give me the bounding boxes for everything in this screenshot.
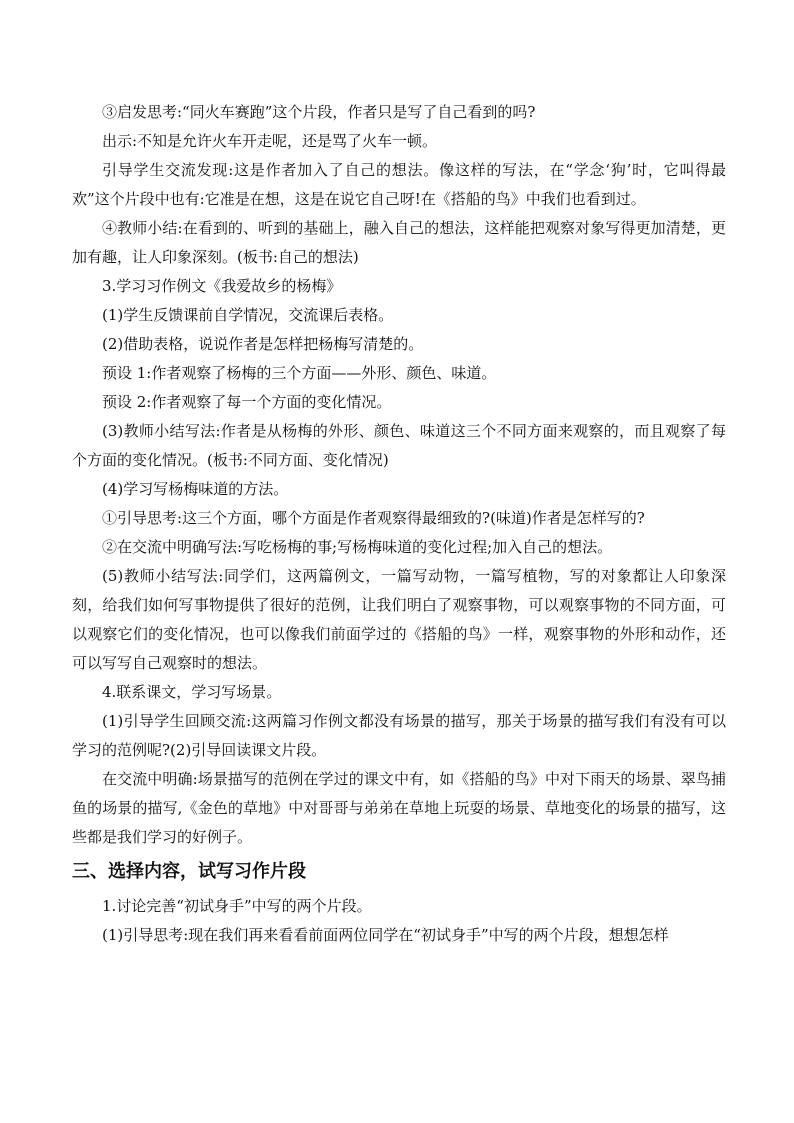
paragraph-feedback: (1)学生反馈课前自学情况，交流课后表格。 bbox=[102, 306, 394, 324]
paragraph-discuss-improve: 1.讨论完善“初试身手”中写的两个片段。 bbox=[102, 897, 372, 915]
paragraph-use-table: (2)借助表格，说说作者是怎样把杨梅写清楚的。 bbox=[102, 335, 424, 353]
paragraph-review-exchange: (1)引导学生回顾交流:这两篇习作例文都没有场景的描写，那关于场景的描写我们有没有可以学习的范例呢?(2)引导回读课文片段。 bbox=[72, 712, 726, 759]
paragraph-guide-question: ①引导思考:这三个方面，哪个方面是作者观察得最细致的?(味道)作者是怎样写的? bbox=[102, 509, 645, 527]
paragraph-preset-2: 预设 2:作者观察了每一个方面的变化情况。 bbox=[102, 393, 392, 411]
paragraph-guide-think: (1)引导思考:现在我们再来看看前面两位同学在“初试身手”中写的两个片段，想想怎样 bbox=[102, 926, 669, 944]
paragraph-show-example: 出示:不知是允许火车开走呢，还是骂了火车一顿。 bbox=[102, 132, 438, 150]
section-heading: 三、选择内容，试写习作片段 bbox=[72, 861, 306, 882]
paragraph-teacher-summary-1: ④教师小结:在看到的、听到的基础上，融入自己的想法，这样能把观察对象写得更加清楚，更加有趣，让人印象深刻。(板书:自己的想法) bbox=[72, 219, 726, 266]
paragraph-taste-method: (4)学习写杨梅味道的方法。 bbox=[102, 480, 289, 498]
paragraph-discover-thoughts: 引导学生交流发现:这是作者加入了自己的想法。像这样的写法，在“学念‘狗’时，它叫得最欢”这个片段中也有:它准是在想，这是在说它自己呀!在《搭船的鸟》中我们也看到过。 bbox=[72, 161, 726, 208]
paragraph-teacher-summary-2: (3)教师小结写法:作者是从杨梅的外形、颜色、味道这三个不同方面来观察的，而且观察了每个方面的变化情况。(板书:不同方面、变化情况) bbox=[72, 422, 726, 469]
paragraph-prompt-train-race: ③启发思考:“同火车赛跑”这个片段，作者只是写了自己看到的吗? bbox=[102, 103, 536, 121]
paragraph-clarify-method: ②在交流中明确写法:写吃杨梅的事;写杨梅味道的变化过程;加入自己的想法。 bbox=[102, 538, 613, 556]
paragraph-preset-1: 预设 1:作者观察了杨梅的三个方面——外形、颜色、味道。 bbox=[102, 364, 497, 382]
paragraph-scene-title: 4.联系课文，学习写场景。 bbox=[102, 683, 282, 701]
paragraph-scene-examples: 在交流中明确:场景描写的范例在学过的课文中有，如《搭船的鸟》中对下雨天的场景、翠鸟捕鱼的场景的描写,《金色的草地》中对哥哥与弟弟在草地上玩耍的场景、草地变化的场景的描写，这些都是我们学习的好例子。 bbox=[72, 770, 726, 846]
paragraph-study-example-title: 3.学习习作例文《我爱故乡的杨梅》 bbox=[102, 277, 342, 295]
paragraph-teacher-summary-3: (5)教师小结写法:同学们，这两篇例文，一篇写动物，一篇写植物，写的对象都让人印象深刻，给我们如何写事物提供了很好的范例，让我们明白了观察事物，可以观察事物的不同方面，可以观察它们的变化情况，也可以像我们前面学过的《搭船的鸟》一样，观察事物的外形和动作，还可以写写自己观察时的想法。 bbox=[72, 567, 726, 672]
document-body bbox=[72, 98, 726, 950]
